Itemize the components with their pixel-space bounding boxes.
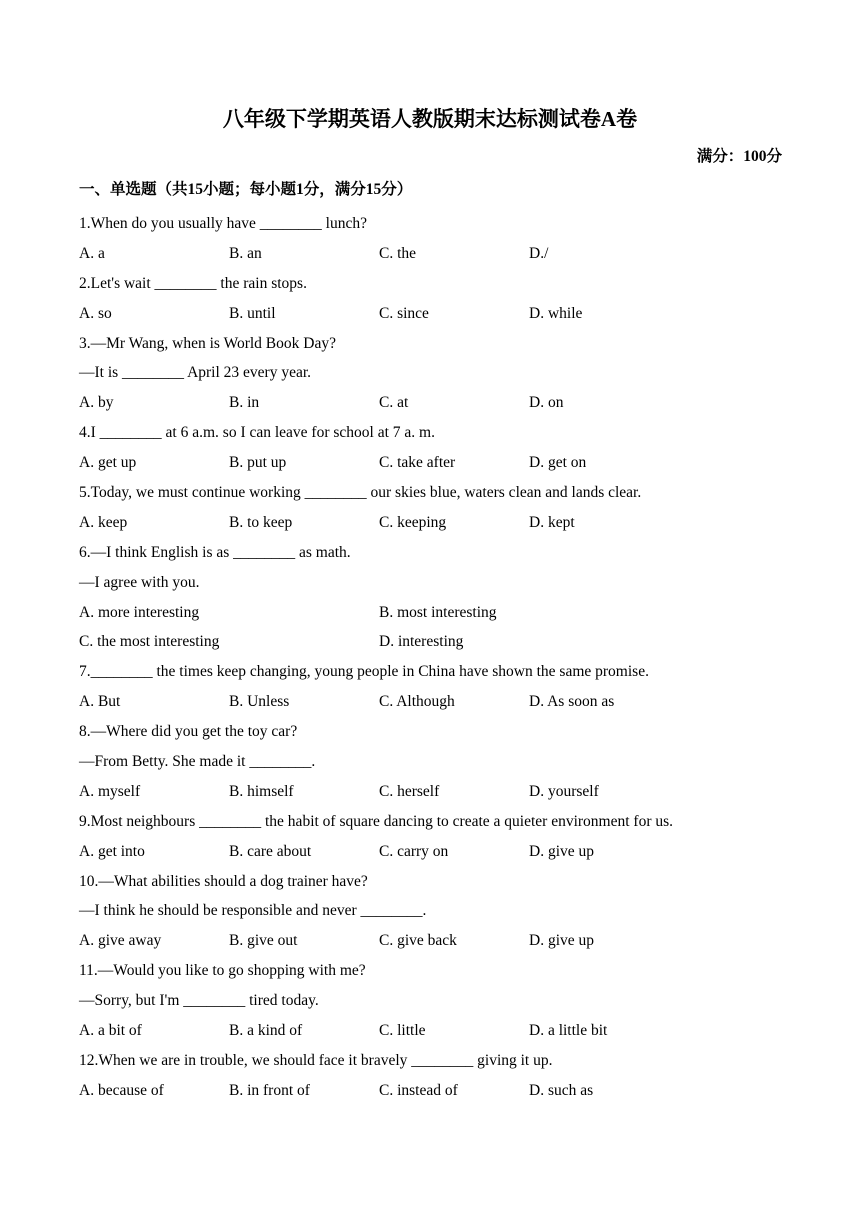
answer-option[interactable]: B. until (229, 304, 276, 322)
question-item (79, 273, 779, 333)
question-dialogue-line: —I agree with you. (79, 573, 200, 591)
question-item (79, 871, 779, 961)
answer-option[interactable]: B. most interesting (379, 603, 497, 621)
question-item (79, 422, 779, 482)
answer-option[interactable]: A. myself (79, 782, 141, 800)
answer-option[interactable]: A. more interesting (79, 603, 200, 621)
question-dialogue-line: —From Betty. She made it ________. (79, 753, 316, 771)
answer-option[interactable]: B. an (229, 244, 262, 262)
question-item (79, 1050, 779, 1110)
answer-option[interactable]: B. Unless (229, 693, 290, 711)
answer-option[interactable]: A. give away (79, 932, 162, 950)
answer-option[interactable]: C. at (379, 394, 409, 412)
answer-option[interactable]: C. the most interesting (79, 633, 220, 651)
question-stem: 12.When we are in trouble, we should face it bravely ________ giving it up. (79, 1051, 553, 1069)
options-row (79, 631, 779, 661)
answer-option[interactable]: B. in front of (229, 1081, 310, 1099)
answer-option[interactable]: A. But (79, 693, 121, 711)
options-row (79, 1020, 779, 1050)
question-dialogue-line: —It is ________ April 23 every year. (79, 364, 312, 382)
answer-option[interactable]: D. give up (529, 842, 595, 860)
question-stem: 5.Today, we must continue working ________ our skies blue, waters clean and lands clear. (79, 484, 642, 502)
answer-option[interactable]: C. carry on (379, 842, 449, 860)
answer-option[interactable]: B. himself (229, 782, 294, 800)
answer-option[interactable]: B. care about (229, 842, 312, 860)
answer-option[interactable]: D. As soon as (529, 693, 615, 711)
answer-option[interactable]: C. little (379, 1022, 426, 1040)
answer-option[interactable]: C. herself (379, 782, 440, 800)
answer-option[interactable]: C. give back (379, 932, 457, 950)
question-item (79, 542, 779, 662)
answer-option[interactable]: C. the (379, 244, 417, 262)
answer-option[interactable]: A. keep (79, 513, 128, 531)
answer-option[interactable]: A. a (79, 244, 105, 262)
answer-option[interactable]: D. such as (529, 1081, 594, 1099)
answer-option[interactable]: C. instead of (379, 1081, 458, 1099)
question-item (79, 721, 779, 811)
question-dialogue-line: —Sorry, but I'm ________ tired today. (79, 992, 319, 1010)
question-stem: 8.—Where did you get the toy car? (79, 723, 298, 741)
answer-option[interactable]: D./ (529, 244, 549, 262)
question-item (79, 482, 779, 542)
total-score: 满分：100分 (696, 148, 782, 165)
question-stem: 11.—Would you like to go shopping with me? (79, 962, 366, 980)
answer-option[interactable]: B. in (229, 394, 260, 412)
answer-option[interactable]: C. take after (379, 454, 456, 472)
options-row (79, 1080, 779, 1110)
question-stem: 7.________ the times keep changing, young people in China have shown the same promise. (79, 663, 649, 681)
answer-option[interactable]: D. give up (529, 932, 595, 950)
section-heading: 一、单选题（共15小题；每小题1分，满分15分） (79, 181, 413, 198)
answer-option[interactable]: B. to keep (229, 513, 293, 531)
options-row (79, 841, 779, 871)
answer-option[interactable]: D. interesting (379, 633, 464, 651)
answer-option[interactable]: A. a bit of (79, 1022, 142, 1040)
options-row (79, 303, 779, 333)
question-item (79, 960, 779, 1050)
question-list (79, 213, 779, 1110)
answer-option[interactable]: B. give out (229, 932, 298, 950)
question-item (79, 811, 779, 871)
answer-option[interactable]: C. Although (379, 693, 455, 711)
question-stem: 2.Let's wait ________ the rain stops. (79, 274, 307, 292)
options-row (79, 781, 779, 811)
options-row (79, 392, 779, 422)
answer-option[interactable]: D. on (529, 394, 564, 412)
question-stem: 10.—What abilities should a dog trainer have? (79, 872, 368, 890)
question-stem: 1.When do you usually have ________ lunch? (79, 215, 367, 232)
options-row (79, 602, 779, 632)
answer-option[interactable]: D. a little bit (529, 1022, 608, 1040)
answer-option[interactable]: D. while (529, 304, 583, 322)
answer-option[interactable]: A. so (79, 304, 112, 322)
question-stem: 3.—Mr Wang, when is World Book Day? (79, 334, 336, 352)
answer-option[interactable]: B. put up (229, 454, 287, 472)
options-row (79, 452, 779, 482)
answer-option[interactable]: A. because of (79, 1081, 164, 1099)
answer-option[interactable]: D. kept (529, 513, 575, 531)
question-stem: 6.—I think English is as ________ as math. (79, 543, 351, 561)
question-item (79, 661, 779, 721)
answer-option[interactable]: C. keeping (379, 513, 447, 531)
options-row (79, 512, 779, 542)
exam-title: 八年级下学期英语人教版期末达标测试卷A卷 (222, 107, 638, 131)
question-item (79, 213, 779, 273)
answer-option[interactable]: A. get into (79, 842, 145, 860)
answer-option[interactable]: D. get on (529, 454, 587, 472)
answer-option[interactable]: C. since (379, 304, 429, 322)
options-row (79, 691, 779, 721)
question-stem: 9.Most neighbours ________ the habit of square dancing to create a quieter environment for us. (79, 812, 674, 830)
answer-option[interactable]: D. yourself (529, 782, 599, 800)
options-row (79, 243, 779, 273)
options-row (79, 930, 779, 960)
question-item (79, 333, 779, 423)
answer-option[interactable]: B. a kind of (229, 1022, 303, 1040)
answer-option[interactable]: A. by (79, 394, 114, 412)
question-dialogue-line: —I think he should be responsible and never ________. (79, 902, 427, 920)
question-stem: 4.I ________ at 6 a.m. so I can leave for school at 7 a. m. (79, 424, 435, 442)
answer-option[interactable]: A. get up (79, 454, 137, 472)
